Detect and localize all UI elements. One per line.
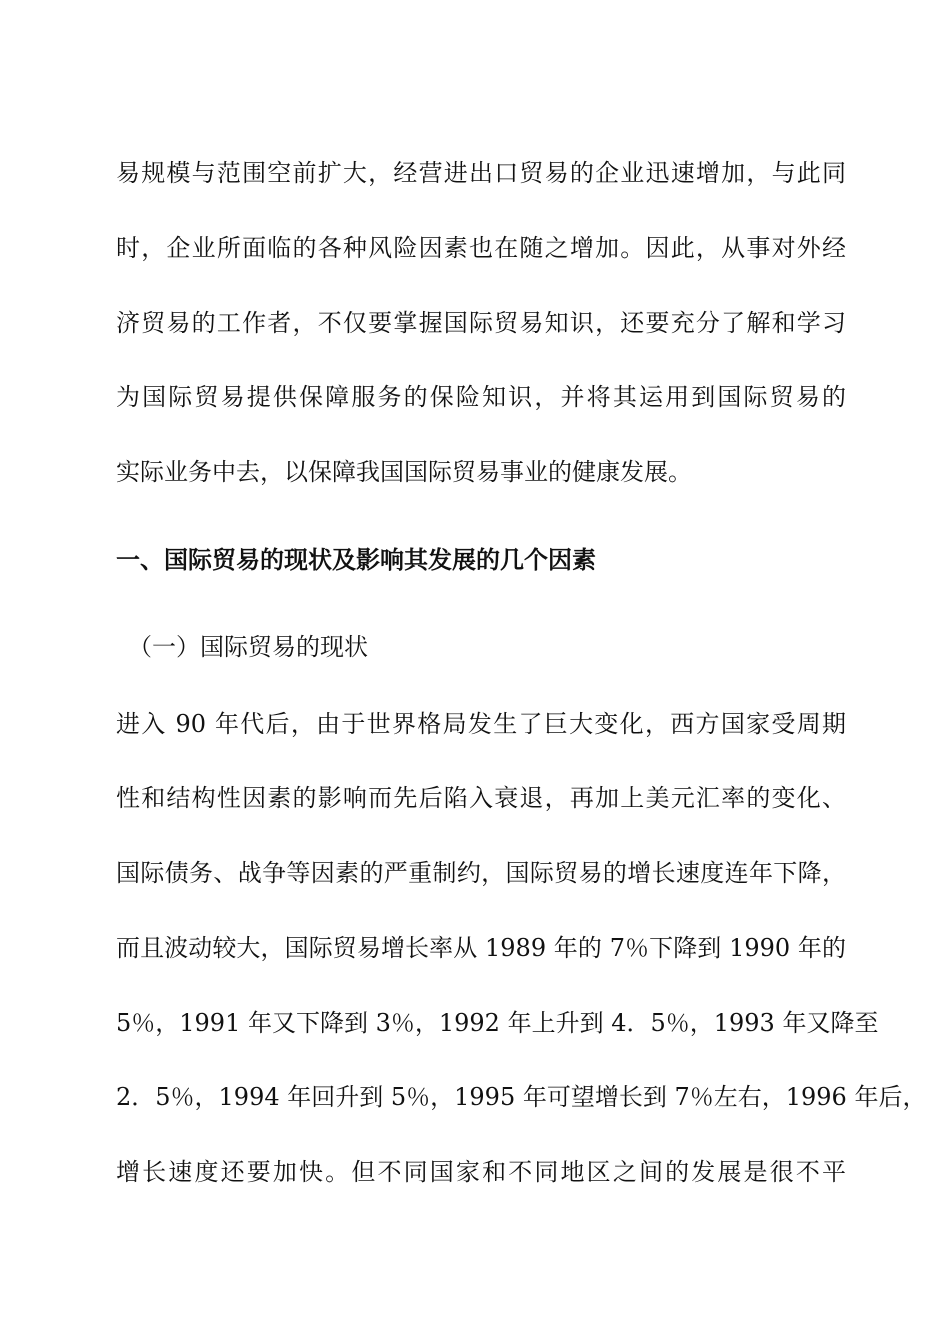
paragraph-line: 性和结构性因素的影响而先后陷入衰退，再加上美元汇率的变化、 bbox=[116, 784, 846, 812]
paragraph-line: 济贸易的工作者，不仅要掌握国际贸易知识，还要充分了解和学习 bbox=[116, 309, 846, 337]
paragraph-line: 5％，1991 年又下降到 3％，1992 年上升到 4．5％，1993 年又降至 bbox=[116, 1009, 879, 1037]
subsection-heading: （一）国际贸易的现状 bbox=[128, 633, 368, 661]
section-heading: 一、国际贸易的现状及影响其发展的几个因素 bbox=[116, 545, 596, 574]
paragraph-line: 为国际贸易提供保障服务的保险知识，并将其运用到国际贸易的 bbox=[116, 383, 846, 411]
paragraph-line: 实际业务中去，以保障我国国际贸易事业的健康发展。 bbox=[116, 458, 692, 486]
paragraph-line: 易规模与范围空前扩大，经营进出口贸易的企业迅速增加，与此同 bbox=[116, 159, 846, 187]
paragraph-line: 时，企业所面临的各种风险因素也在随之增加。因此，从事对外经 bbox=[116, 234, 846, 262]
paragraph-line: 增长速度还要加快。但不同国家和不同地区之间的发展是很不平 bbox=[116, 1158, 846, 1186]
paragraph-line: 国际债务、战争等因素的严重制约，国际贸易的增长速度连年下降， bbox=[116, 859, 846, 887]
paragraph-line: 而且波动较大，国际贸易增长率从 1989 年的 7％下降到 1990 年的 bbox=[116, 934, 846, 962]
paragraph-line: 2．5％，1994 年回升到 5％，1995 年可望增长到 7％左右，1996 年后， bbox=[116, 1083, 927, 1111]
paragraph-line: 进入 90 年代后，由于世界格局发生了巨大变化，西方国家受周期 bbox=[116, 710, 846, 738]
